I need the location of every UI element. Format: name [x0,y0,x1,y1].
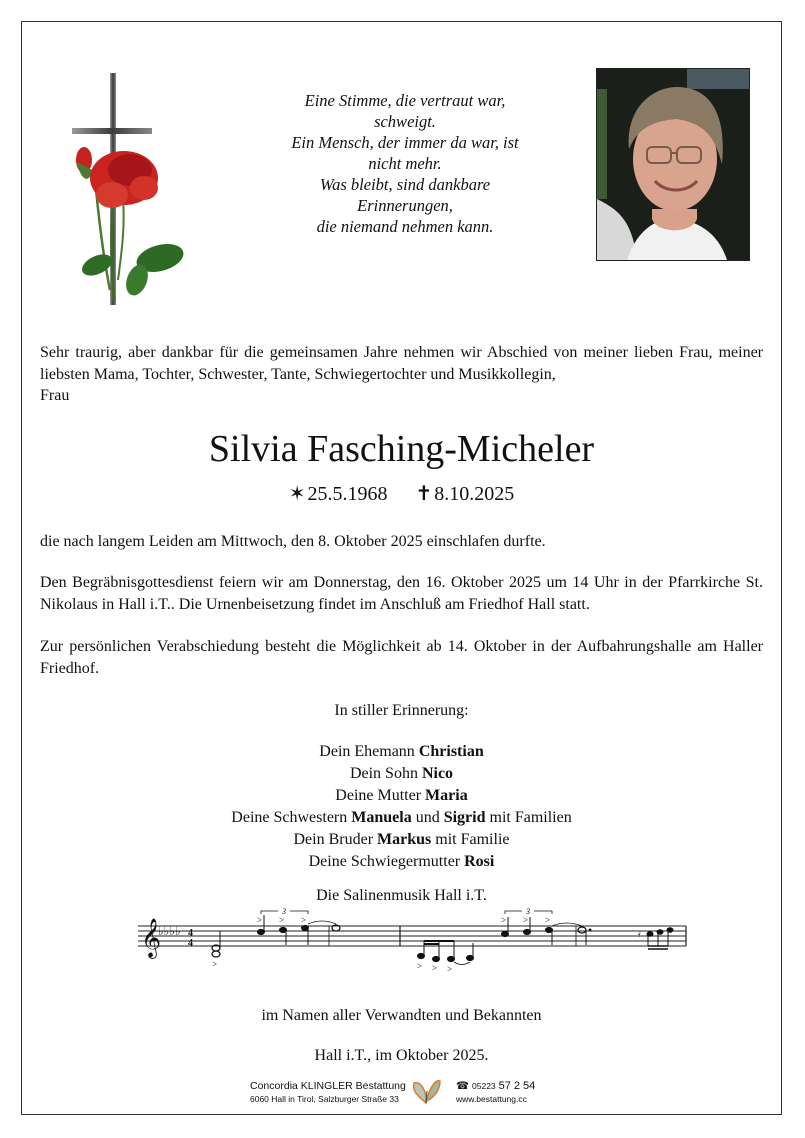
mourner-name: Sigrid [443,809,486,826]
phone-number: 57 2 54 [498,1080,536,1092]
death-cross-icon: ✝ [415,483,433,505]
memorial-poem [242,90,568,237]
relatives-text: im Namen aller Verwandten und Bekannten [261,1007,542,1024]
mourner-line [40,851,763,873]
mourner-name: Manuela [351,809,412,826]
birth-star-icon: ✶ [288,483,306,505]
mourner-suffix: mit Familien [485,809,572,826]
mourner-name: Rosi [464,853,495,870]
cross-rose-image [62,70,192,310]
portrait-photo [596,68,750,261]
intro-paragraph [40,342,763,407]
mourner-relation: Deine Schwestern [231,809,352,826]
poem-line: Was bleibt, sind dankbare [319,175,491,194]
poem-line: nicht mehr. [368,154,442,173]
triplet-label: 3 [526,907,530,916]
flat-signs: ♭♭♭♭ [158,924,181,938]
service-text: Den Begräbnisgottesdienst feiern wir am Donnerstag, den 16. Oktober 2025 um 14 Uhr in der Pfarrkirche St. Nikolaus in Hall i.T.. Die Urnenbeisetzung findet im Anschluß am Friedhof Hall statt. [40,574,763,613]
mourner-line [40,785,763,807]
memory-heading: In stiller Erinnerung: [334,702,469,719]
mourner-line [40,807,763,829]
time-signature-bottom: 4 [188,938,193,949]
phone-prefix: 05223 [472,1081,496,1091]
mourner-name: Nico [421,765,454,782]
funeral-home-info [250,1080,410,1105]
mourner-name: Maria [425,787,468,804]
mourner-line [40,829,763,851]
funeral-home-name: Concordia KLINGLER Bestattung [250,1080,406,1092]
place-date: Hall i.T., im Oktober 2025. [314,1047,489,1064]
svg-text:>: > [432,963,438,973]
deceased-name: Silvia Fasching-Micheler [208,428,595,470]
mourner-relation: Dein Ehemann [319,743,419,760]
intro-last-line: Frau [40,387,70,404]
birth-date: 25.5.1968 [307,483,388,505]
mourner-conjunction: und [411,809,444,826]
death-date: 8.10.2025 [434,483,515,505]
website-link[interactable]: www.bestattung.cc [456,1094,527,1104]
farewell-text: Zur persönlichen Verabschiedung besteht die Möglichkeit ab 14. Oktober in der Aufbahrungshalle am Haller Friedhof. [40,638,763,677]
mourner-relation: Dein Sohn [349,765,422,782]
svg-text:>: > [501,915,507,925]
music-score [138,905,688,980]
mourner-relation: Deine Mutter [335,787,426,804]
mourner-relation: Dein Bruder [293,831,378,848]
rest-mark: 𝄿 [638,929,641,939]
time-signature-top: 4 [188,928,193,939]
svg-text:>: > [417,961,423,971]
poem-line: Ein Mensch, der immer da war, ist [291,133,519,152]
poem-line: Erinnerungen, [357,196,453,215]
svg-text:>: > [257,915,263,925]
life-dates [40,481,763,507]
svg-text:>: > [212,959,218,969]
band-name: Die Salinenmusik Hall i.T. [316,887,487,904]
accent-marks [212,915,550,974]
svg-text:>: > [301,915,307,925]
treble-clef-icon: 𝄞 [141,918,162,958]
mourner-relation: Deine Schwiegermutter [308,853,465,870]
svg-text:>: > [447,964,453,974]
poem-line: die niemand nehmen kann. [316,217,494,236]
phone-icon: ☎ [456,1080,470,1092]
mourners-list [40,741,763,873]
svg-text:>: > [279,915,285,925]
poem-line: Eine Stimme, die vertraut war, [304,91,506,110]
svg-text:>: > [545,915,551,925]
intro-text: Sehr traurig, aber dankbar für die gemeinsamen Jahre nehmen wir Abschied von meiner lieben Frau, meiner liebsten Mama, Tochter, Schwester, Tante, Schwiegertochter und Musikkollegin, [40,344,763,383]
mourner-name: Christian [418,743,484,760]
triplet-label: 3 [282,907,286,916]
contact-info [456,1080,556,1105]
mourner-line [40,741,763,763]
svg-text:>: > [523,915,529,925]
mourner-line [40,763,763,785]
phone-line [456,1080,556,1093]
poem-line: schweigt. [374,112,436,131]
mourner-name: Markus [377,831,432,848]
passing-text: die nach langem Leiden am Mittwoch, den 8. Oktober 2025 einschlafen durfte. [40,533,546,550]
butterfly-logo-icon [410,1077,442,1107]
funeral-home-address: 6060 Hall in Tirol, Salzburger Straße 33 [250,1094,399,1104]
mourner-suffix: mit Familie [431,831,510,848]
